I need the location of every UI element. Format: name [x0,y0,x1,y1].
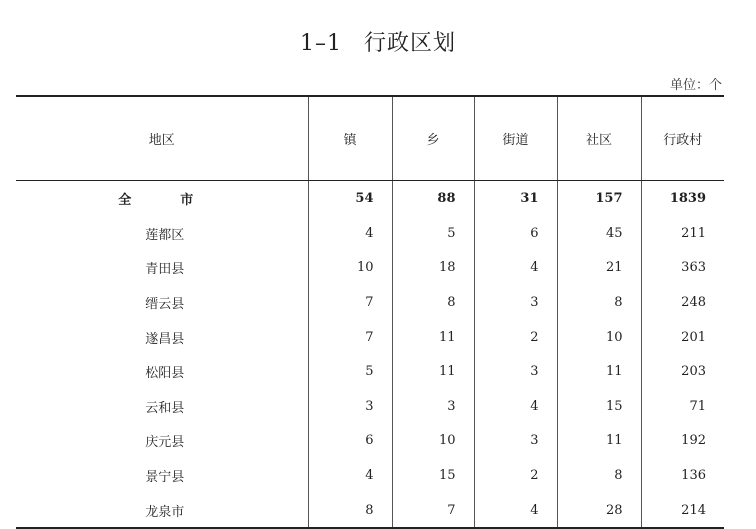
value-cell: 7 [308,285,392,320]
column-header-village: 行政村 [641,96,724,180]
value-cell: 2 [474,458,557,493]
value-cell: 10 [308,251,392,286]
value-cell: 4 [474,251,557,286]
value-cell: 248 [641,285,724,320]
value-cell: 214 [641,493,724,529]
region-name-cell: 景宁县 [145,470,185,486]
value-cell: 88 [392,180,474,216]
value-cell: 3 [308,389,392,424]
table-body [16,180,724,528]
page-title [0,26,756,57]
value-cell: 11 [557,424,641,459]
value-cell: 8 [557,458,641,493]
value-cell: 201 [641,320,724,355]
column-header-township: 乡 [392,96,474,180]
table-number: 1–1 [299,31,342,56]
table-row [16,285,724,320]
value-cell: 363 [641,251,724,286]
column-header-region: 地区 [16,96,308,180]
region-name-cell: 龙泉市 [16,493,308,529]
value-cell: 8 [557,285,641,320]
region-name-cell: 莲都区 [145,227,185,243]
table-row [16,354,724,389]
table-row [16,493,724,529]
value-cell: 211 [641,216,724,251]
region-name-cell: 云和县 [145,400,185,416]
value-cell: 3 [392,389,474,424]
column-header-subdistrict: 街道 [474,96,557,180]
table-row [16,251,724,286]
value-cell: 8 [392,285,474,320]
value-cell: 1839 [641,180,724,216]
column-header-town: 镇 [308,96,392,180]
region-name-cell: 遂昌县 [145,331,185,347]
value-cell: 11 [557,354,641,389]
column-header-community: 社区 [557,96,641,180]
value-cell: 21 [557,251,641,286]
value-cell: 203 [641,354,724,389]
value-cell: 28 [557,493,641,529]
value-cell: 192 [641,424,724,459]
table-row [16,458,724,493]
table-row [16,389,724,424]
value-cell: 136 [641,458,724,493]
value-cell: 11 [392,320,474,355]
value-cell: 8 [308,493,392,529]
value-cell: 45 [557,216,641,251]
value-cell: 54 [308,180,392,216]
region-name-cell: 全 市 [118,193,212,209]
table-title: 行政区划 [363,31,456,56]
value-cell: 11 [392,354,474,389]
value-cell: 4 [474,493,557,529]
value-cell: 10 [392,424,474,459]
value-cell: 15 [392,458,474,493]
value-cell: 2 [474,320,557,355]
total-row [16,180,724,216]
region-name-cell: 缙云县 [145,297,185,313]
table-row [16,216,724,251]
value-cell: 7 [392,493,474,529]
unit-label: 单位：个 [669,78,722,93]
region-name-cell: 青田县 [145,262,185,278]
value-cell: 71 [641,389,724,424]
value-cell: 18 [392,251,474,286]
header-row [16,96,724,180]
value-cell: 31 [474,180,557,216]
value-cell: 157 [557,180,641,216]
value-cell: 3 [474,424,557,459]
value-cell: 6 [308,424,392,459]
value-cell: 4 [308,216,392,251]
table-row [16,320,724,355]
value-cell: 3 [474,285,557,320]
division-table [16,95,724,529]
value-cell: 5 [308,354,392,389]
value-cell: 3 [474,354,557,389]
value-cell: 5 [392,216,474,251]
region-name-cell: 松阳县 [145,366,185,382]
value-cell: 10 [557,320,641,355]
value-cell: 6 [474,216,557,251]
value-cell: 7 [308,320,392,355]
region-name-cell: 庆元县 [145,435,185,451]
value-cell: 4 [474,389,557,424]
table-row [16,424,724,459]
value-cell: 4 [308,458,392,493]
value-cell: 15 [557,389,641,424]
